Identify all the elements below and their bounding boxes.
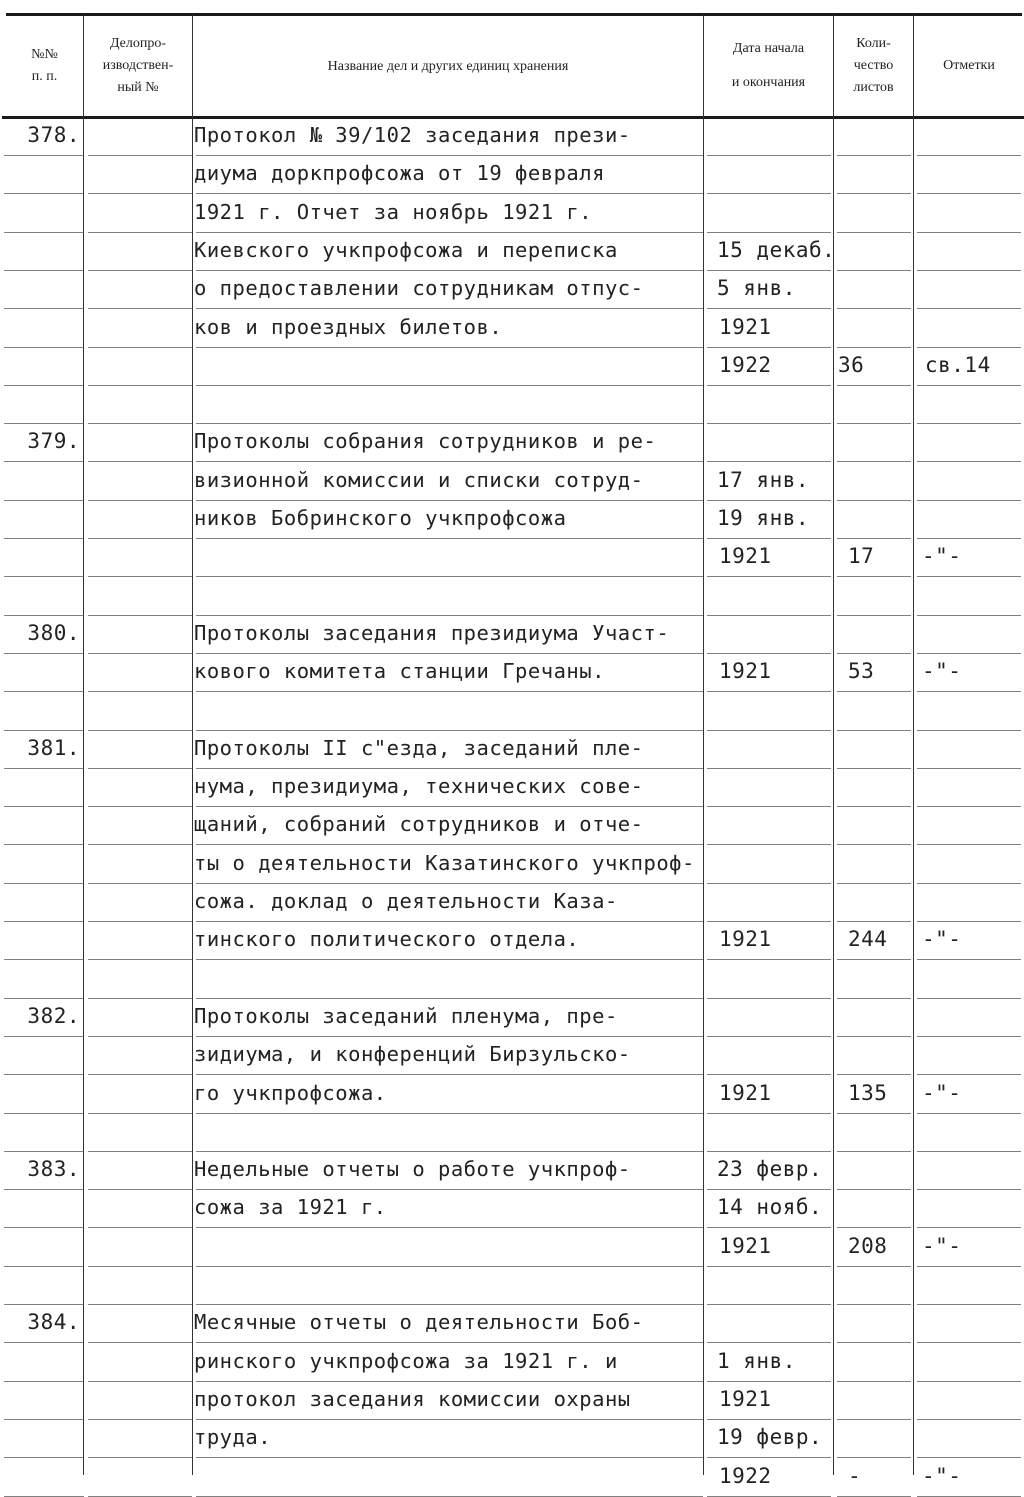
ruled-line xyxy=(88,347,192,348)
ruled-line xyxy=(4,844,84,845)
item-title-line: протокол заседания комиссии охраны xyxy=(194,1386,631,1411)
ruled-line xyxy=(4,1266,84,1267)
header-sheet-count: Коли- чество листов xyxy=(853,36,894,95)
ruled-line xyxy=(707,385,831,386)
ruled-line xyxy=(196,1266,703,1267)
ruled-line xyxy=(88,615,192,616)
ruled-line xyxy=(917,461,1021,462)
ruled-line xyxy=(4,576,84,577)
ruled-line xyxy=(837,1189,911,1190)
ruled-line xyxy=(196,385,703,386)
ruled-line xyxy=(4,193,84,194)
ruled-line xyxy=(917,1113,1021,1114)
item-date: 23 февр. xyxy=(717,1157,823,1182)
item-number: 381. xyxy=(27,735,80,760)
ruled-line xyxy=(88,500,192,501)
ruled-line xyxy=(4,1419,84,1420)
ruled-line xyxy=(837,806,911,807)
ruled-line xyxy=(88,1113,192,1114)
ruled-line xyxy=(4,1381,84,1382)
ruled-line xyxy=(196,1496,703,1497)
ruled-line xyxy=(917,1151,1021,1152)
ruled-line xyxy=(88,1457,192,1458)
ruled-line xyxy=(4,500,84,501)
ruled-line xyxy=(707,1496,831,1497)
item-notes: -"- xyxy=(922,544,962,569)
ruled-line xyxy=(917,1304,1021,1305)
ruled-line xyxy=(837,1419,911,1420)
header-dates: Дата начала и окончания xyxy=(731,41,806,90)
ruled-line xyxy=(707,768,831,769)
ruled-line xyxy=(88,691,192,692)
ruled-line xyxy=(707,1266,831,1267)
ruled-line xyxy=(837,385,911,386)
ruled-line xyxy=(707,193,831,194)
ruled-line xyxy=(837,615,911,616)
ruled-line xyxy=(837,844,911,845)
ruled-line xyxy=(88,998,192,999)
ruled-line xyxy=(837,1381,911,1382)
column-divider xyxy=(192,15,193,1475)
ruled-line xyxy=(4,385,84,386)
item-notes: -"- xyxy=(922,927,962,952)
ruled-line xyxy=(837,1113,911,1114)
ruled-line xyxy=(837,270,911,271)
ruled-line xyxy=(917,1266,1021,1267)
ruled-line xyxy=(4,1496,84,1497)
ruled-line xyxy=(707,806,831,807)
item-sheet-count: 53 xyxy=(848,659,875,684)
item-date: 1921 xyxy=(719,544,772,569)
column-divider xyxy=(913,15,914,1475)
item-title-line: 1921 г. Отчет за ноябрь 1921 г. xyxy=(194,199,593,224)
ruled-line xyxy=(917,232,1021,233)
ruled-line xyxy=(917,1036,1021,1037)
ruled-line xyxy=(707,691,831,692)
ruled-line xyxy=(837,155,911,156)
ruled-line xyxy=(707,155,831,156)
item-title-line: ников Бобринского учкпрофсожа xyxy=(194,506,567,530)
ruled-line xyxy=(917,691,1021,692)
item-number: 384. xyxy=(27,1310,80,1335)
ruled-line xyxy=(707,883,831,884)
ruled-line xyxy=(707,1304,831,1305)
ruled-line xyxy=(4,1227,84,1228)
ruled-line xyxy=(88,270,192,271)
ruled-line xyxy=(88,768,192,769)
ruled-line xyxy=(88,921,192,922)
item-title-line: тинского политического отдела. xyxy=(194,927,580,952)
ruled-line xyxy=(917,500,1021,501)
item-date: 1921 xyxy=(719,1233,772,1258)
item-title-line: ринского учкпрофсожа за 1921 г. и xyxy=(194,1348,618,1373)
ruled-line xyxy=(88,1419,192,1420)
item-title-line: Протоколы собрания сотрудников и ре- xyxy=(194,429,657,454)
item-date: 5 янв. xyxy=(717,276,796,301)
ruled-line xyxy=(4,1074,84,1075)
ruled-line xyxy=(4,461,84,462)
ruled-line xyxy=(4,1457,84,1458)
ruled-line xyxy=(196,691,703,692)
ruled-line xyxy=(837,1304,911,1305)
ruled-line xyxy=(837,768,911,769)
ruled-line xyxy=(196,1419,703,1420)
ruled-line xyxy=(917,576,1021,577)
ruled-line xyxy=(196,347,703,348)
item-title-line: Протоколы заседания президиума Участ- xyxy=(194,620,670,645)
ruled-line xyxy=(837,691,911,692)
ruled-line xyxy=(88,308,192,309)
item-date: 1921 xyxy=(719,1080,772,1105)
ruled-line xyxy=(917,998,1021,999)
ruled-line xyxy=(196,1113,703,1114)
ruled-line xyxy=(4,155,84,156)
ruled-line xyxy=(88,1227,192,1228)
item-sheet-count: 135 xyxy=(848,1080,888,1105)
ruled-line xyxy=(88,1074,192,1075)
ruled-line xyxy=(4,308,84,309)
ruled-line xyxy=(88,730,192,731)
ruled-line xyxy=(196,538,703,539)
ruled-line xyxy=(917,155,1021,156)
ruled-line xyxy=(837,1266,911,1267)
ruled-line xyxy=(707,959,831,960)
ruled-line xyxy=(917,1381,1021,1382)
item-number: 379. xyxy=(27,429,80,454)
ruled-line xyxy=(837,461,911,462)
ruled-line xyxy=(837,730,911,731)
ruled-line xyxy=(4,1036,84,1037)
ruled-line xyxy=(88,1151,192,1152)
ruled-line xyxy=(917,730,1021,731)
ruled-line xyxy=(837,576,911,577)
ruled-line xyxy=(88,538,192,539)
item-title-line: Протоколы II с"езда, заседаний пле- xyxy=(194,735,644,760)
header-notes: Отметки xyxy=(943,58,995,73)
ruled-line xyxy=(88,653,192,654)
ruled-line xyxy=(837,1496,911,1497)
ruled-line xyxy=(88,1496,192,1497)
ruled-line xyxy=(88,385,192,386)
item-notes: -"- xyxy=(922,1463,962,1488)
item-title-line: Киевского учкпрофсожа и переписка xyxy=(194,237,618,262)
item-notes: св.14 xyxy=(925,352,991,377)
ruled-line xyxy=(917,806,1021,807)
ruled-line xyxy=(4,538,84,539)
item-sheet-count: 17 xyxy=(848,544,875,569)
ruled-line xyxy=(707,1036,831,1037)
ruled-line xyxy=(4,883,84,884)
ruled-line xyxy=(88,806,192,807)
item-title-line: труда. xyxy=(194,1425,272,1450)
ruled-line xyxy=(88,959,192,960)
item-sheet-count: 208 xyxy=(848,1233,888,1258)
ruled-line xyxy=(837,1036,911,1037)
ruled-line xyxy=(917,308,1021,309)
ruled-line xyxy=(4,270,84,271)
item-title-line: диума доркпрофсожа от 19 февраля xyxy=(194,161,605,186)
ruled-line xyxy=(196,1227,703,1228)
item-title-line: ков и проездных билетов. xyxy=(194,314,503,339)
ruled-line xyxy=(917,844,1021,845)
ruled-line xyxy=(917,423,1021,424)
ruled-line xyxy=(837,959,911,960)
item-title-line: визионной комиссии и списки сотруд- xyxy=(194,467,644,492)
ruled-line xyxy=(4,232,84,233)
ruled-line xyxy=(196,1457,703,1458)
ruled-line xyxy=(707,844,831,845)
ruled-line xyxy=(707,576,831,577)
ruled-line xyxy=(88,461,192,462)
item-title-line: Протоколы заседаний пленума, пре- xyxy=(194,1003,618,1028)
ruled-line xyxy=(88,1304,192,1305)
ruled-line xyxy=(4,347,84,348)
item-date: 1922 xyxy=(719,352,772,377)
item-title-line: кового комитета станции Гречаны. xyxy=(194,659,605,684)
item-date: 1922 xyxy=(719,1463,772,1488)
item-title-line: зидиума, и конференций Бирзульско- xyxy=(194,1042,631,1067)
ruled-line xyxy=(196,576,703,577)
ruled-line xyxy=(917,615,1021,616)
ruled-line xyxy=(837,1342,911,1343)
ruled-line xyxy=(4,1113,84,1114)
column-divider xyxy=(703,15,704,1475)
ruled-line xyxy=(917,1419,1021,1420)
item-notes: -"- xyxy=(922,1233,962,1258)
ruled-line xyxy=(707,998,831,999)
item-date: 19 февр. xyxy=(717,1425,823,1450)
ruled-line xyxy=(707,1113,831,1114)
ruled-line xyxy=(837,883,911,884)
ruled-line xyxy=(917,1189,1021,1190)
ruled-line xyxy=(88,1342,192,1343)
ruled-line xyxy=(4,691,84,692)
item-title-line: го учкпрофсожа. xyxy=(194,1080,387,1105)
item-title-line: о предоставлении сотрудникам отпус- xyxy=(194,276,644,301)
ruled-line xyxy=(88,423,192,424)
header-office-number: Делопро- изводствен- ный № xyxy=(102,36,174,95)
ruled-line xyxy=(917,883,1021,884)
item-title-line: нума, президиума, технических сове- xyxy=(194,774,644,799)
ruled-line xyxy=(917,1496,1021,1497)
ruled-line xyxy=(837,1151,911,1152)
ruled-line xyxy=(88,1036,192,1037)
item-title-line: щаний, собраний сотрудников и отче- xyxy=(194,812,644,837)
item-title-line: Протокол № 39/102 заседания прези- xyxy=(194,123,631,147)
ruled-line xyxy=(196,959,703,960)
ruled-line xyxy=(4,1342,84,1343)
item-date: 19 янв. xyxy=(717,506,810,530)
header-item-number: №№ п. п. xyxy=(31,47,58,84)
item-date: 15 декаб. xyxy=(717,237,836,262)
ruled-line xyxy=(88,232,192,233)
ruled-line xyxy=(917,385,1021,386)
item-number: 382. xyxy=(27,1003,80,1028)
item-date: 1921 xyxy=(719,659,772,684)
ruled-line xyxy=(917,959,1021,960)
item-date: 17 янв. xyxy=(717,467,810,492)
ruled-line xyxy=(4,959,84,960)
ruled-line xyxy=(837,998,911,999)
ruled-line xyxy=(4,1189,84,1190)
item-sheet-count: 36 xyxy=(838,352,865,377)
item-title-line: ты о деятельности Казатинского учкпроф- xyxy=(194,850,695,875)
ruled-line xyxy=(917,193,1021,194)
ruled-line xyxy=(837,232,911,233)
ruled-line xyxy=(88,1189,192,1190)
header-title: Название дел и других единиц хранения xyxy=(327,59,569,74)
column-divider xyxy=(83,15,84,1475)
item-number: 383. xyxy=(27,1157,80,1182)
ruled-line xyxy=(4,768,84,769)
item-date: 1 янв. xyxy=(717,1348,796,1373)
item-date: 1921 xyxy=(719,314,772,339)
item-title-line: Месячные отчеты о деятельности Боб- xyxy=(194,1310,644,1335)
ruled-line xyxy=(917,768,1021,769)
item-title-line: Недельные отчеты о работе учкпроф- xyxy=(194,1157,631,1182)
ruled-line xyxy=(837,193,911,194)
ruled-line xyxy=(4,653,84,654)
item-number: 380. xyxy=(27,620,80,645)
ruled-line xyxy=(4,806,84,807)
ruled-line xyxy=(707,423,831,424)
item-number: 378. xyxy=(27,123,80,147)
item-sheet-count: - xyxy=(848,1463,862,1488)
ruled-line xyxy=(837,500,911,501)
ruled-line xyxy=(707,615,831,616)
ruled-line xyxy=(707,730,831,731)
ruled-line xyxy=(837,423,911,424)
ruled-line xyxy=(88,193,192,194)
item-title-line: сожа за 1921 г. xyxy=(194,1195,387,1220)
item-date: 1921 xyxy=(719,1386,772,1411)
ruled-line xyxy=(88,576,192,577)
ruled-line xyxy=(88,155,192,156)
ruled-line xyxy=(917,1342,1021,1343)
ruled-line xyxy=(88,883,192,884)
ruled-line xyxy=(88,1266,192,1267)
ruled-line xyxy=(88,1381,192,1382)
item-title-line: сожа. доклад о деятельности Каза- xyxy=(194,889,618,913)
item-sheet-count: 244 xyxy=(848,927,888,952)
ruled-line xyxy=(88,844,192,845)
ruled-line xyxy=(837,308,911,309)
ruled-line xyxy=(4,921,84,922)
item-date: 14 нояб. xyxy=(717,1195,823,1220)
item-date: 1921 xyxy=(719,927,772,952)
item-notes: -"- xyxy=(922,1080,962,1105)
item-notes: -"- xyxy=(922,659,962,684)
ruled-line xyxy=(917,270,1021,271)
